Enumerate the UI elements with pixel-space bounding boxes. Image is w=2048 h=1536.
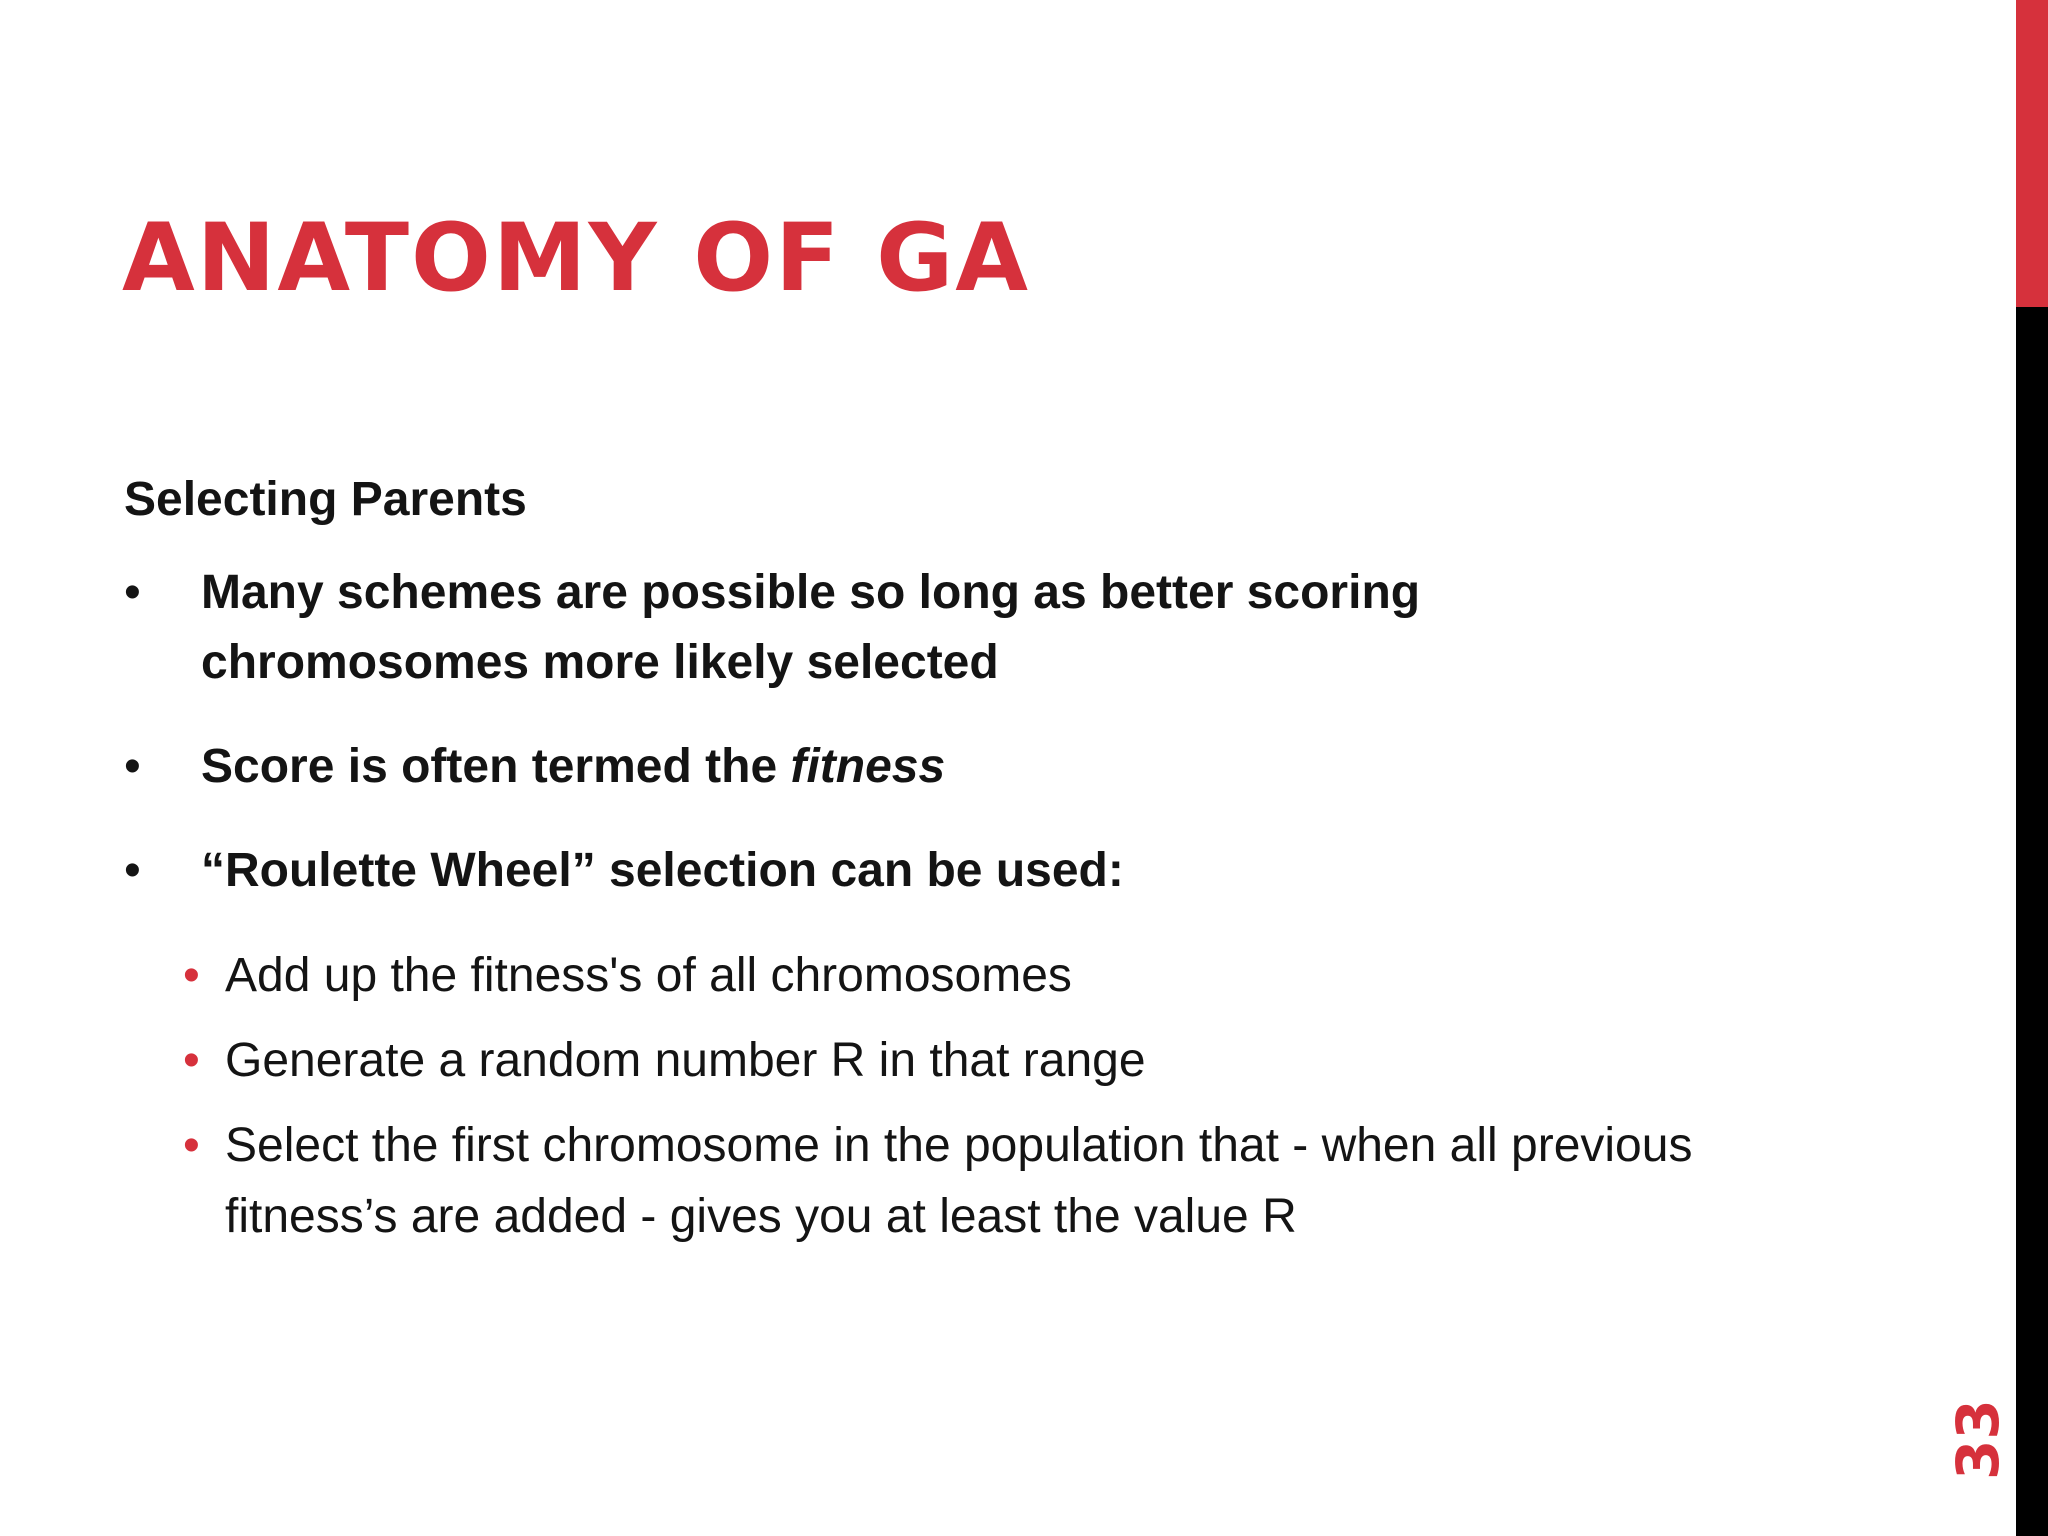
bullet-text: Score is often termed the [201, 740, 791, 793]
sub-bullet-text: Add up the fitness's of all chromosomes [225, 949, 1072, 1002]
sub-bullet-dot: • [183, 1119, 200, 1172]
sub-bullet-item [183, 1110, 1785, 1252]
bullet-emphasis-text: fitness [790, 740, 946, 793]
bullet-dot: • [124, 740, 141, 793]
side-accent-bar-red-segment [2016, 0, 2048, 307]
sub-bullet-list [124, 940, 1824, 1252]
sub-bullet-item [183, 940, 1785, 1011]
sub-bullet-text: Generate a random number R in that range [225, 1034, 1146, 1087]
bullet-dot: • [124, 844, 141, 897]
page-number: 33 [1944, 1399, 2012, 1480]
bullet-item [124, 836, 1741, 906]
slide-title: ANATOMY OF GA [122, 204, 1030, 313]
bullet-list [124, 558, 1824, 906]
bullet-item [124, 732, 1741, 802]
bullet-text: Many schemes are possible so long as better scoring chromosomes more likely selected [201, 566, 1421, 689]
bullet-dot: • [124, 566, 141, 619]
sub-bullet-dot: • [183, 949, 200, 1002]
sub-bullet-dot: • [183, 1034, 200, 1087]
slide-content [124, 470, 1824, 1266]
sub-bullet-text: Select the first chromosome in the population that - when all previous fitness’s are added - gives you at least the value R [225, 1119, 1693, 1243]
side-accent-bar [2016, 0, 2048, 1536]
bullet-item [124, 558, 1741, 698]
bullet-text: “Roulette Wheel” selection can be used: [201, 844, 1124, 897]
sub-bullet-item [183, 1025, 1785, 1096]
side-accent-bar-black-segment [2016, 307, 2048, 1536]
section-heading: Selecting Parents [124, 473, 527, 526]
